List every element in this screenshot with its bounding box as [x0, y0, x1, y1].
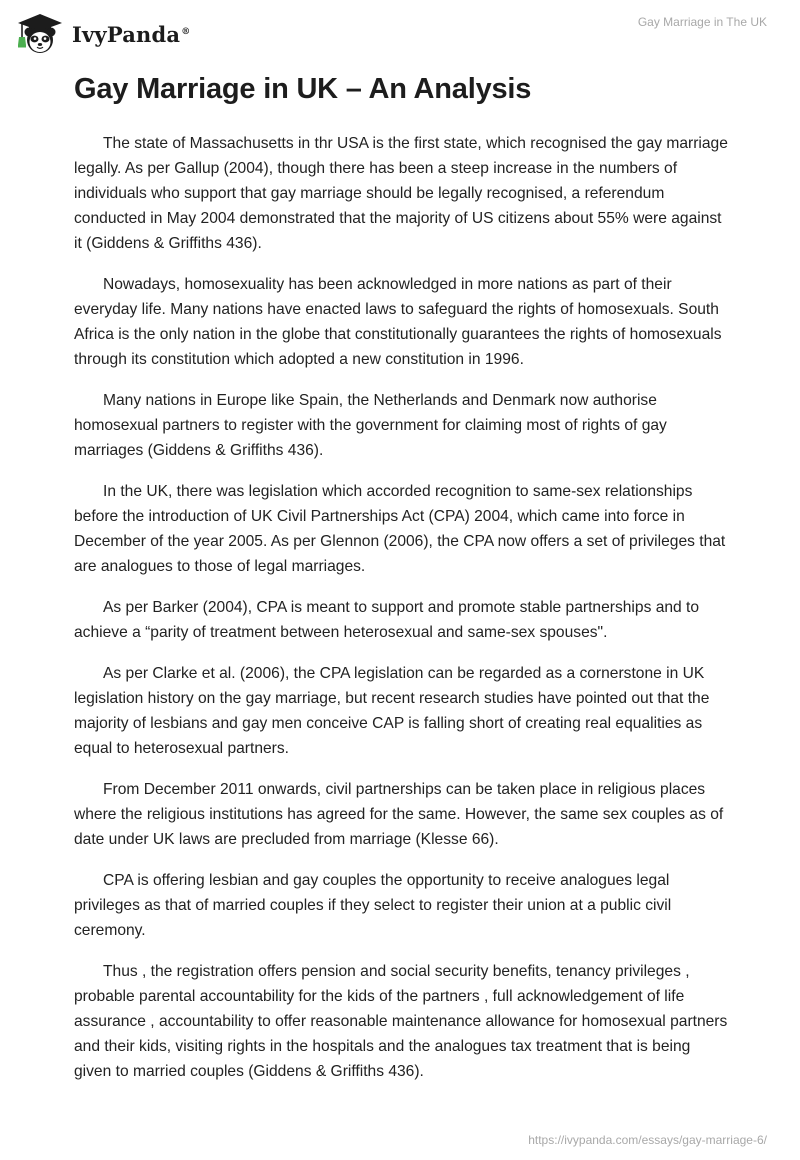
article-title: Gay Marriage in UK – An Analysis — [74, 73, 532, 105]
paragraph-7: From December 2011 onwards, civil partnerships can be taken place in religious places where the religious institutions has agreed for the same. However, the same sex couples as of date under UK laws are precluded from marriage (Klesse 66). — [74, 781, 724, 848]
brand-name: IvyPanda® — [72, 21, 191, 47]
registered-mark: ® — [181, 26, 191, 37]
paragraph-5: As per Barker (2004), CPA is meant to support and promote stable partnerships and to achieve a “parity of treatment between heterosexual and same-sex spouses". — [74, 599, 700, 641]
page-header — [0, 0, 800, 70]
ivypanda-logo[interactable] — [14, 11, 190, 55]
paragraph-2: Nowadays, homosexuality has been acknowledged in more nations as part of their everyday life. Many nations have enacted laws to safeguard the rights of homosexuals. South Africa is the only nation in the globe that constitutionally guarantees the rights of homosexuals through its constitution which adopted a new constitution in 1996. — [74, 276, 722, 368]
paragraph-4: In the UK, there was legislation which accorded recognition to same-sex relationships before the introduction of UK Civil Partnerships Act (CPA) 2004, which came into force in December of the year 2005. As per Glennon (2006), the CPA now offers a set of privileges that are analogues to those of legal marriages. — [74, 483, 726, 575]
paragraph-3: Many nations in Europe like Spain, the Netherlands and Denmark now authorise homosexual partners to register with the government for claiming most of rights of gay marriages (Giddens & Griffiths 436). — [74, 392, 667, 459]
source-url-link[interactable]: https://ivypanda.com/essays/gay-marriage-6/ — [528, 1133, 767, 1147]
paragraph-6: As per Clarke et al. (2006), the CPA legislation can be regarded as a cornerstone in UK legislation history on the gay marriage, but recent research studies have pointed out that the majority of lesbians and gay men conceive CAP is falling short of creating real equalities as equal to heterosexual partners. — [74, 665, 710, 757]
panda-graduate-icon — [14, 11, 66, 55]
paragraph-8: CPA is offering lesbian and gay couples the opportunity to receive analogues legal privileges as that of married couples if they select to register their union at a public civil ceremony. — [74, 872, 672, 939]
header-document-title: Gay Marriage in The UK — [637, 15, 767, 29]
article-body — [74, 131, 730, 1100]
paragraph-9: Thus , the registration offers pension and social security benefits, tenancy privileges , probable parental accountability for the kids of the partners , full acknowledgement of life assurance , accountability to offer reasonable maintenance allowance for homosexual partners and their kids, visiting rights in the hospitals and the analogues tax treatment that is being given to married couples (Giddens & Griffiths 436). — [74, 963, 728, 1080]
paragraph-1: The state of Massachusetts in thr USA is the first state, which recognised the gay marriage legally. As per Gallup (2004), though there has been a steep increase in the numbers of individuals who support that gay marriage should be legally recognised, a referendum conducted in May 2004 demonstrated that the majority of US citizens about 55% were against it (Giddens & Griffiths 436). — [74, 135, 728, 252]
